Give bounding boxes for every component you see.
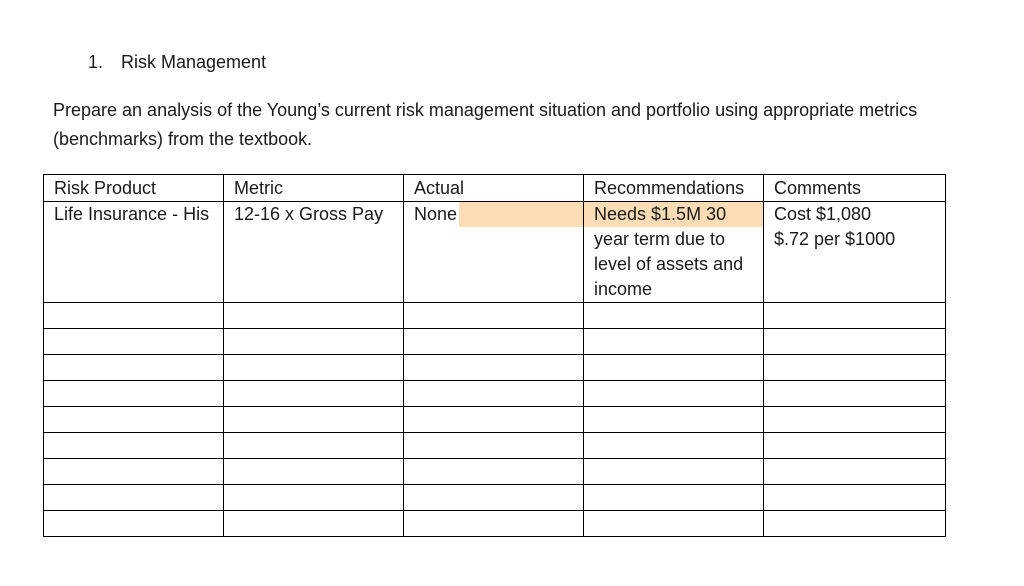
table-row	[44, 485, 946, 511]
section-title: Risk Management	[121, 52, 267, 72]
empty-cell[interactable]	[224, 303, 404, 329]
empty-cell[interactable]	[44, 381, 224, 407]
empty-cell[interactable]	[44, 433, 224, 459]
empty-cell[interactable]	[44, 459, 224, 485]
table-row	[44, 355, 946, 381]
empty-cell[interactable]	[224, 433, 404, 459]
header-metric: Metric	[224, 175, 404, 202]
empty-cell[interactable]	[764, 303, 946, 329]
comment-rate: $.72 per $1000	[774, 229, 896, 249]
empty-cell[interactable]	[404, 303, 584, 329]
table-row	[44, 433, 946, 459]
cell-risk-product[interactable]	[44, 202, 224, 303]
actual-text: None	[414, 204, 458, 224]
empty-cell[interactable]	[404, 355, 584, 381]
empty-cell[interactable]	[224, 459, 404, 485]
table-row	[44, 459, 946, 485]
empty-cell[interactable]	[44, 329, 224, 355]
empty-cell[interactable]	[764, 459, 946, 485]
table-row	[44, 381, 946, 407]
empty-cell[interactable]	[224, 485, 404, 511]
empty-cell[interactable]	[764, 355, 946, 381]
comment-cost: Cost $1,080	[774, 204, 872, 224]
recommendation-highlighted-line: Needs $1.5M 30	[584, 202, 764, 227]
cell-comments[interactable]	[764, 202, 946, 303]
empty-cell[interactable]	[764, 485, 946, 511]
empty-cell[interactable]	[404, 329, 584, 355]
empty-cell[interactable]	[44, 485, 224, 511]
table-row	[44, 511, 946, 537]
cell-actual[interactable]	[404, 202, 584, 303]
empty-cell[interactable]	[584, 329, 764, 355]
table-row	[44, 303, 946, 329]
empty-cell[interactable]	[44, 407, 224, 433]
empty-cell[interactable]	[584, 355, 764, 381]
header-comments: Comments	[764, 175, 946, 202]
empty-cell[interactable]	[224, 329, 404, 355]
empty-cell[interactable]	[44, 511, 224, 537]
empty-cell[interactable]	[764, 329, 946, 355]
empty-cell[interactable]	[224, 381, 404, 407]
header-recommendations: Recommendations	[584, 175, 764, 202]
metric-text: 12-16 x Gross Pay	[234, 204, 384, 224]
header-risk-product: Risk Product	[44, 175, 224, 202]
empty-cell[interactable]	[404, 433, 584, 459]
empty-cell[interactable]	[404, 459, 584, 485]
empty-cell[interactable]	[584, 407, 764, 433]
table-row	[44, 329, 946, 355]
risk-product-text: Life Insurance - His	[54, 204, 210, 224]
recommendation-text: year term due to level of assets and income	[594, 229, 744, 299]
empty-cell[interactable]	[44, 303, 224, 329]
empty-cell[interactable]	[764, 433, 946, 459]
table-header-row	[44, 175, 946, 202]
empty-cell[interactable]	[224, 355, 404, 381]
empty-cell[interactable]	[404, 381, 584, 407]
section-number: 1.	[88, 52, 104, 72]
cell-recommendations[interactable]	[584, 202, 764, 303]
empty-cell[interactable]	[584, 511, 764, 537]
empty-cell[interactable]	[764, 407, 946, 433]
empty-cell[interactable]	[584, 459, 764, 485]
empty-cell[interactable]	[224, 407, 404, 433]
risk-management-table	[43, 174, 946, 537]
cell-metric[interactable]	[224, 202, 404, 303]
empty-cell[interactable]	[584, 381, 764, 407]
empty-cell[interactable]	[584, 303, 764, 329]
empty-cell[interactable]	[44, 355, 224, 381]
table-row	[44, 202, 946, 303]
empty-cell[interactable]	[404, 511, 584, 537]
empty-cell[interactable]	[404, 407, 584, 433]
header-actual: Actual	[404, 175, 584, 202]
instructions-paragraph: Prepare an analysis of the Young’s current risk management situation and portfolio using appropriate metrics (benchmarks) from the textbook.	[53, 100, 918, 149]
empty-cell[interactable]	[764, 511, 946, 537]
empty-cell[interactable]	[764, 381, 946, 407]
table-row	[44, 407, 946, 433]
section-heading	[88, 50, 266, 74]
empty-cell[interactable]	[404, 485, 584, 511]
empty-cell[interactable]	[584, 433, 764, 459]
empty-cell[interactable]	[224, 511, 404, 537]
empty-cell[interactable]	[584, 485, 764, 511]
